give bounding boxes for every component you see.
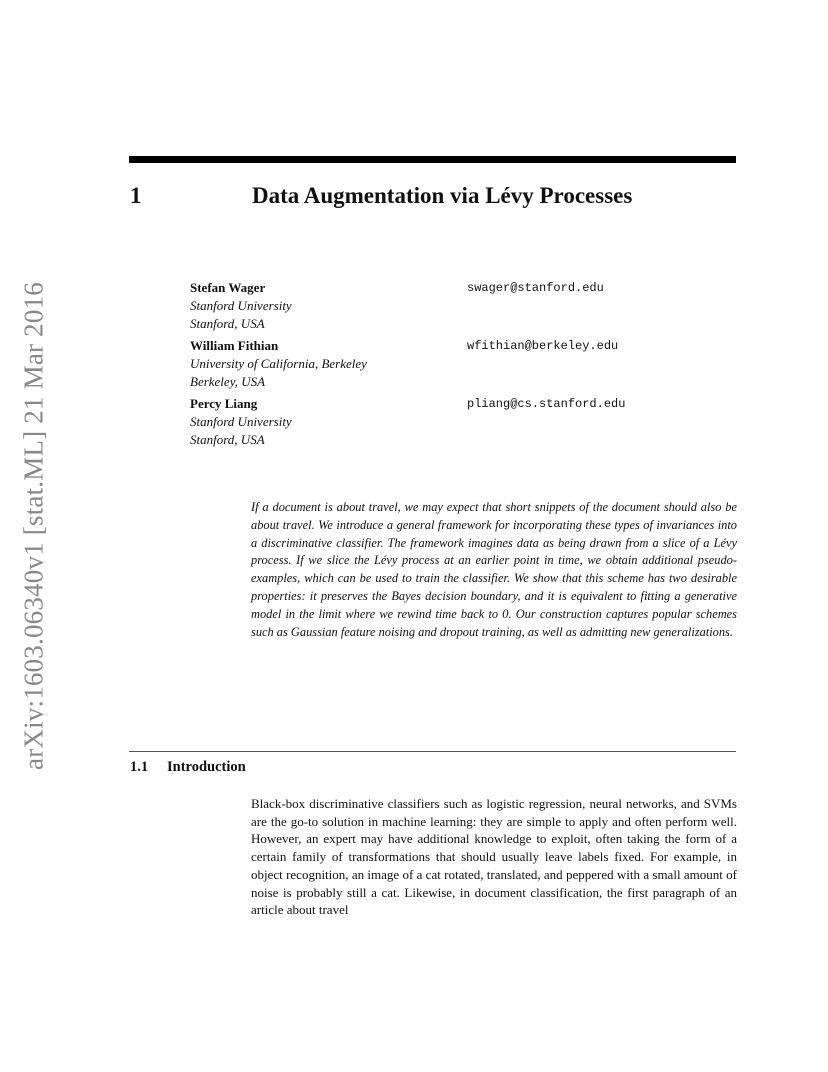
abstract: If a document is about travel, we may expect that short snippets of the document should also be about travel. We introduce a general framework for incorporating these types of invariances into a discriminative classifier. The framework imagines data as being drawn from a slice of a Lévy process. If we slice the Lévy process at an earlier point in time, we obtain additional pseudo-examples, which can be used to train the classifier. We show that this scheme has two desirable properties: it preserves the Bayes decision boundary, and it is equivalent to fitting a generative model in the limit where we rewind time back to 0. Our construction captures popular schemes such as Gaussian feature noising and dropout training, as well as admitting new generalizations. bbox=[251, 500, 737, 639]
author-email: pliang@cs.stanford.edu bbox=[467, 397, 626, 411]
author-affiliation: Stanford University bbox=[190, 298, 292, 313]
section-number: 1.1 bbox=[130, 759, 149, 775]
author-location: Stanford, USA bbox=[190, 432, 265, 447]
author-name: Stefan Wager bbox=[190, 280, 266, 295]
author-location: Stanford, USA bbox=[190, 316, 265, 331]
chapter-number: 1 bbox=[130, 183, 142, 208]
author-block-1 bbox=[190, 279, 292, 333]
author-email: wfithian@berkeley.edu bbox=[467, 339, 619, 353]
arxiv-identifier-stamp bbox=[6, 276, 66, 776]
chapter-title: Data Augmentation via Lévy Processes bbox=[252, 183, 633, 208]
author-name: Percy Liang bbox=[190, 396, 258, 411]
author-name: William Fithian bbox=[190, 338, 279, 353]
arxiv-identifier-text: arXiv:1603.06340v1 [stat.ML] 21 Mar 2016 bbox=[18, 282, 49, 770]
section-divider bbox=[129, 751, 736, 752]
author-block-2 bbox=[190, 337, 367, 391]
chapter-top-rule bbox=[129, 156, 736, 163]
author-location: Berkeley, USA bbox=[190, 374, 266, 389]
author-email: swager@stanford.edu bbox=[467, 281, 604, 295]
introduction-paragraph: Black-box discriminative classifiers such as logistic regression, neural networks, and SVMs are the go-to solution in machine learning: they are simple to apply and often perform well. However, an expert may have additional knowledge to exploit, often taking the form of a certain family of transformations that should usually leave labels fixed. For example, in object recognition, an image of a cat rotated, translated, and peppered with a small amount of noise is probably still a cat. Likewise, in document classification, the first paragraph of an article about travel bbox=[251, 796, 737, 918]
author-affiliation: University of California, Berkeley bbox=[190, 356, 367, 371]
section-heading bbox=[130, 759, 246, 776]
author-affiliation: Stanford University bbox=[190, 414, 292, 429]
author-block-3 bbox=[190, 395, 292, 449]
section-title: Introduction bbox=[167, 759, 246, 775]
